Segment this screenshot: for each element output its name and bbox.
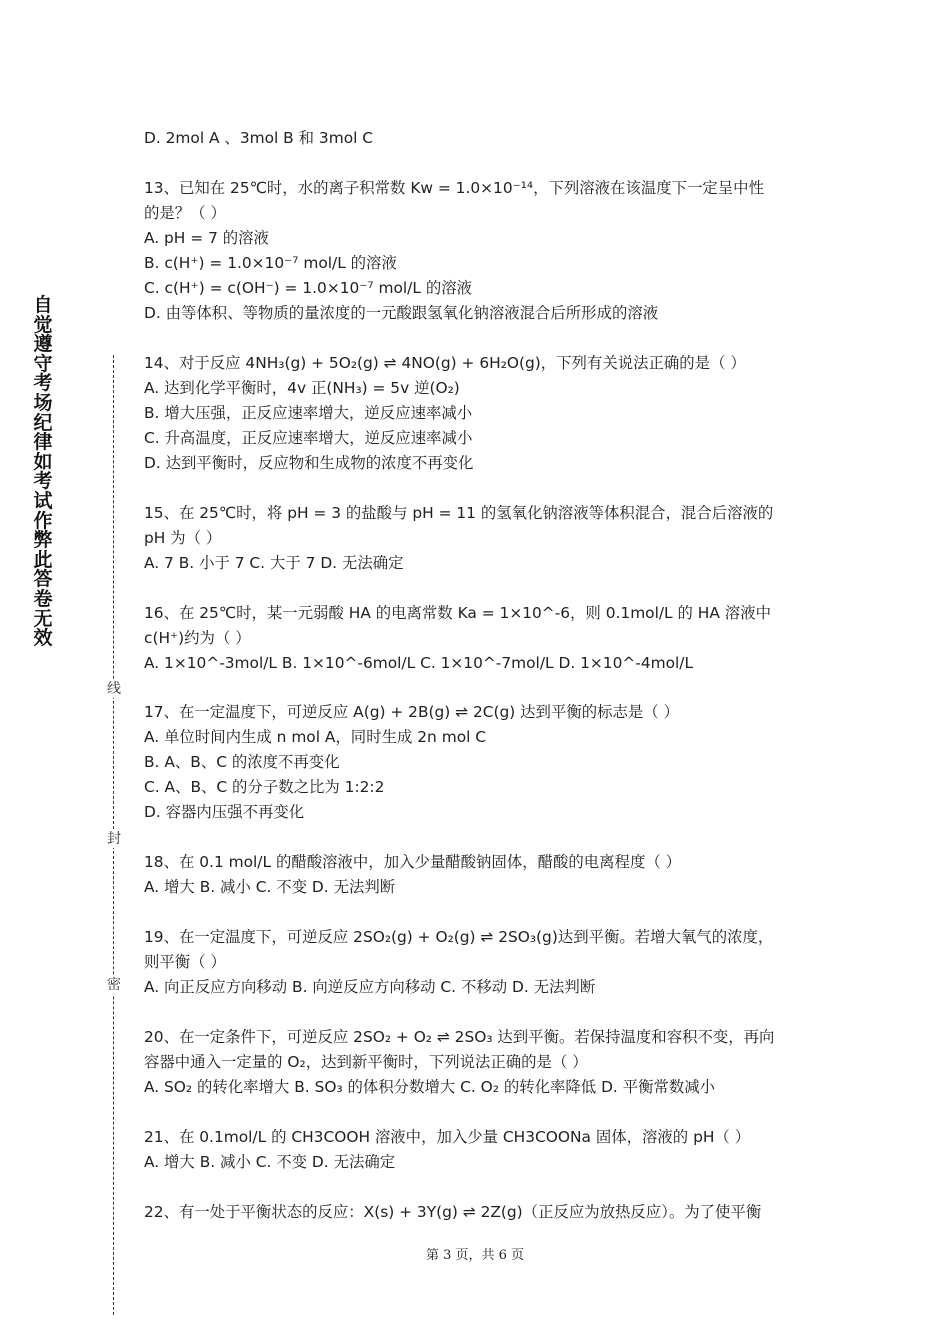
- question-text-line: A. 单位时间内生成 n mol A，同时生成 2n mol C: [144, 728, 487, 747]
- question-text-line: D. 容器内压强不再变化: [144, 803, 305, 822]
- question-text-line: A. 增大 B. 减小 C. 不变 D. 无法确定: [144, 1153, 396, 1172]
- question-line: 13、已知在 25℃时，水的离子积常数 Kw = 1.0×10⁻¹⁴，下列溶液在该温度下一定呈中性: [144, 178, 764, 197]
- question-gap: [144, 900, 812, 925]
- binding-mark-xian: 线: [107, 681, 121, 697]
- question-text-line: D. 由等体积、等物质的量浓度的一元酸跟氢氧化钠溶液混合后所形成的溶液: [144, 303, 659, 322]
- question-line: 20、在一定条件下，可逆反应 2SO₂ + O₂ ⇌ 2SO₃ 达到平衡。若保持温度和容积不变，再向: [144, 1028, 775, 1047]
- question-gap: [144, 1100, 812, 1125]
- question-text-line: pH 为（ ）: [144, 528, 222, 547]
- question-gap: [144, 576, 812, 601]
- question-text-line: A. 达到化学平衡时，4v 正(NH₃) = 5v 逆(O₂): [144, 378, 460, 397]
- question-line: D. 2mol A 、3mol B 和 3mol C: [144, 129, 374, 147]
- question-text-line: 的是？（ ）: [144, 203, 226, 222]
- question-gap: [144, 326, 812, 351]
- question-text-line: 容器中通入一定量的 O₂，达到新平衡时，下列说法正确的是（ ）: [144, 1053, 588, 1072]
- question-text-line: 则平衡（ ）: [144, 953, 226, 972]
- question-text-line: A. 增大 B. 减小 C. 不变 D. 无法判断: [144, 878, 396, 897]
- question-text-line: c(H⁺)约为（ ）: [144, 628, 251, 647]
- question-gap: [144, 825, 812, 850]
- question-line: 19、在一定温度下，可逆反应 2SO₂(g) + O₂(g) ⇌ 2SO₃(g)达到平衡。若增大氧气的浓度，: [144, 928, 774, 947]
- question-line: 21、在 0.1mol/L 的 CH3COOH 溶液中，加入少量 CH3COONa 固体，溶液的 pH（ ）: [144, 1128, 751, 1147]
- question-line: 18、在 0.1 mol/L 的醋酸溶液中，加入少量醋酸钠固体，醋酸的电离程度（ ）: [144, 853, 682, 872]
- question-text-line: A. 1×10^-3mol/L B. 1×10^-6mol/L C. 1×10^-7mol/L D. 1×10^-4mol/L: [144, 653, 694, 672]
- question-text-line: B. 增大压强，正反应速率增大，逆反应速率减小: [144, 403, 473, 422]
- question-text-line: A. pH = 7 的溶液: [144, 228, 269, 247]
- page-footer: 第 3 页，共 6 页: [425, 1248, 525, 1263]
- margin-warning-text: 自觉遵守考场纪律如考试作弊此答卷无效: [33, 294, 53, 650]
- question-text-line: B. c(H⁺) = 1.0×10⁻⁷ mol/L 的溶液: [144, 253, 397, 272]
- question-gap: [144, 476, 812, 501]
- question-text-line: C. c(H⁺) = c(OH⁻) = 1.0×10⁻⁷ mol/L 的溶液: [144, 278, 472, 297]
- question-gap: [144, 1000, 812, 1025]
- question-text-line: C. 升高温度，正反应速率增大，逆反应速率减小: [144, 428, 473, 447]
- binding-mark-mi: 密: [107, 977, 121, 993]
- question-line: 16、在 25℃时，某一元弱酸 HA 的电离常数 Ka = 1×10^-6，则 0.1mol/L 的 HA 溶液中: [144, 603, 771, 622]
- question-gap: [144, 676, 812, 701]
- question-text-line: C. A、B、C 的分子数之比为 1:2:2: [144, 778, 385, 797]
- question-content: [144, 126, 812, 1225]
- question-gap: [144, 151, 812, 176]
- question-line: 17、在一定温度下，可逆反应 A(g) + 2B(g) ⇌ 2C(g) 达到平衡的标志是（ ）: [144, 703, 679, 722]
- question-line: 15、在 25℃时，将 pH = 3 的盐酸与 pH = 11 的氢氧化钠溶液等体积混合，混合后溶液的: [144, 503, 774, 522]
- question-text-line: A. 向正反应方向移动 B. 向逆反应方向移动 C. 不移动 D. 无法判断: [144, 978, 596, 997]
- question-text-line: A. 7 B. 小于 7 C. 大于 7 D. 无法确定: [144, 553, 404, 572]
- question-line: 22、有一处于平衡状态的反应：X(s) + 3Y(g) ⇌ 2Z(g)（正反应为放热反应）。为了使平衡: [144, 1202, 762, 1221]
- binding-mark-feng: 封: [107, 831, 121, 847]
- question-gap: [144, 1175, 812, 1200]
- question-text-line: B. A、B、C 的浓度不再变化: [144, 753, 340, 772]
- question-line: 14、对于反应 4NH₃(g) + 5O₂(g) ⇌ 4NO(g) + 6H₂O(g)，下列有关说法正确的是（ ）: [144, 353, 746, 372]
- question-text-line: A. SO₂ 的转化率增大 B. SO₃ 的体积分数增大 C. O₂ 的转化率降低 D. 平衡常数减小: [144, 1078, 716, 1097]
- question-text-line: D. 达到平衡时，反应物和生成物的浓度不再变化: [144, 453, 474, 472]
